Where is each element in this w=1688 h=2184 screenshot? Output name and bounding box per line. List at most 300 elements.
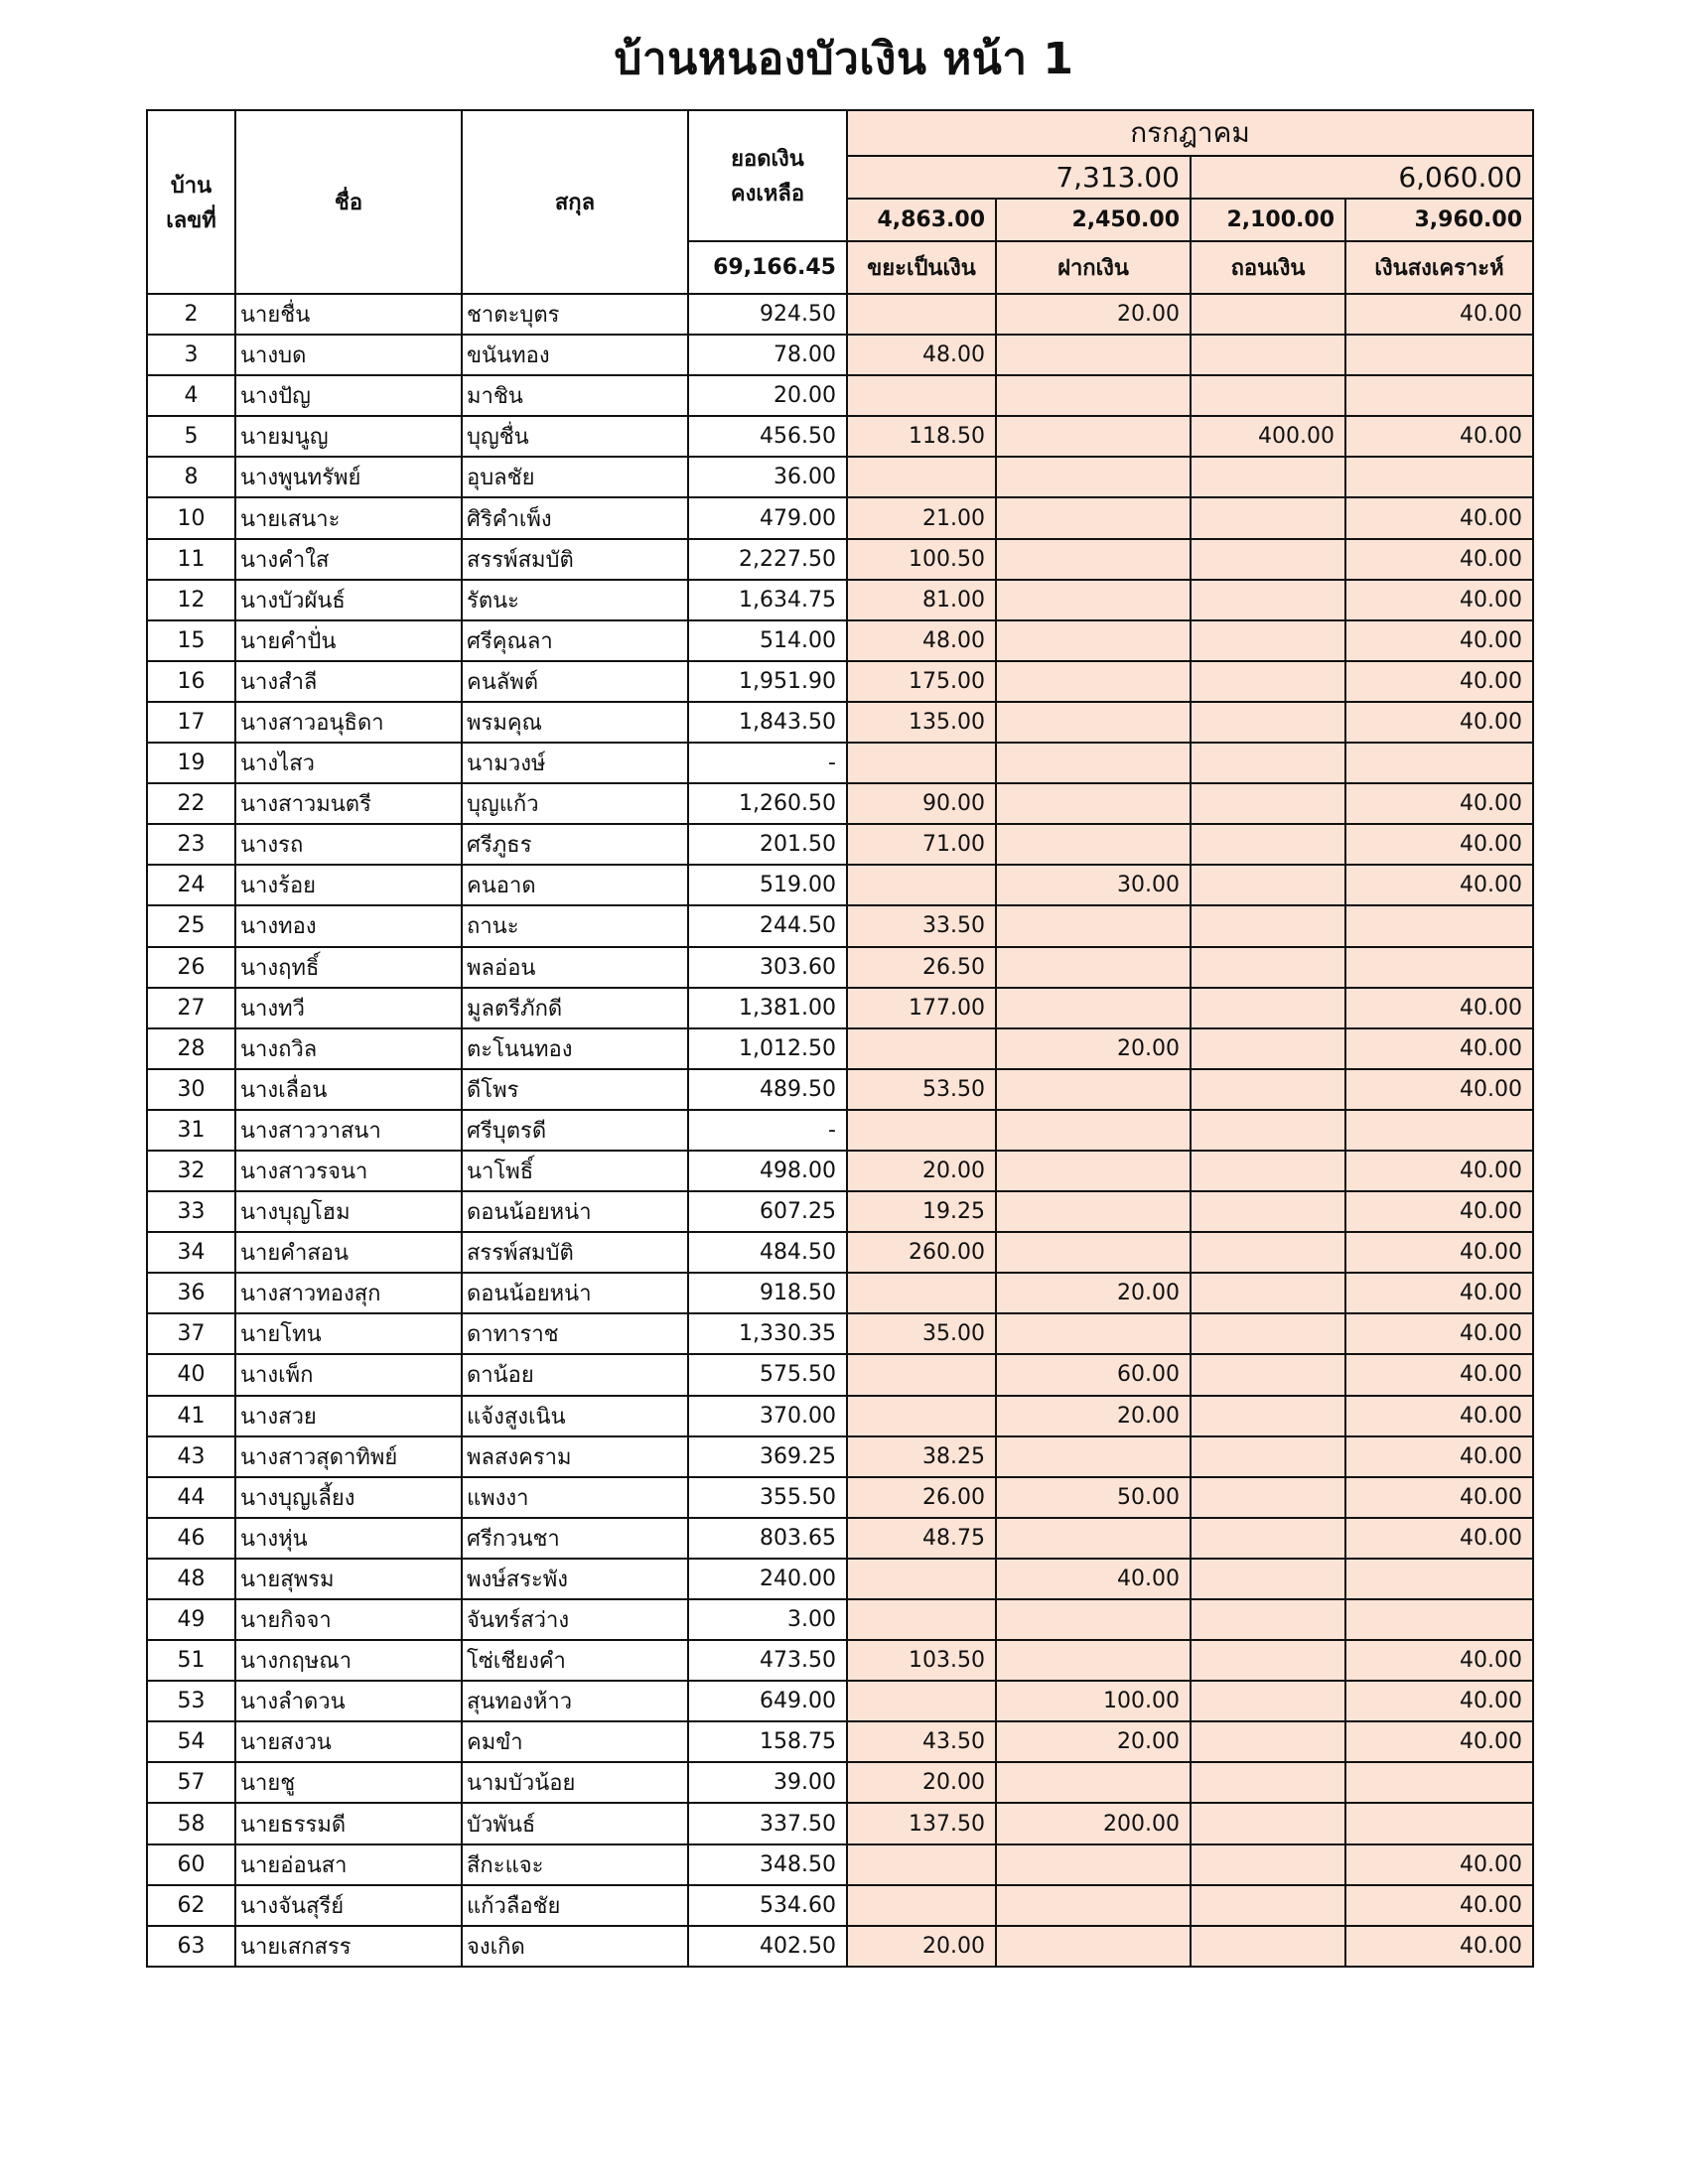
table-row xyxy=(147,988,1533,1028)
welfare-cell: 40.00 xyxy=(1345,1721,1533,1762)
balance-cell: 369.25 xyxy=(688,1436,847,1477)
house-no-cell: 19 xyxy=(147,743,235,783)
surname-cell: แพงงา xyxy=(462,1477,688,1518)
table-row xyxy=(147,1681,1533,1721)
header-house-no: บ้าน เลขที่ xyxy=(147,110,235,294)
withdraw-cell xyxy=(1191,1721,1345,1762)
deposit-cell: 20.00 xyxy=(996,1721,1191,1762)
waste-cell xyxy=(847,1110,996,1151)
house-no-cell: 60 xyxy=(147,1844,235,1885)
welfare-cell: 40.00 xyxy=(1345,1354,1533,1395)
balance-cell: 1,330.35 xyxy=(688,1313,847,1354)
header-balance: ยอดเงิน คงเหลือ xyxy=(688,110,847,241)
deposit-cell xyxy=(996,824,1191,865)
house-no-cell: 17 xyxy=(147,702,235,743)
table-row xyxy=(147,1926,1533,1967)
house-no-cell: 46 xyxy=(147,1518,235,1559)
table-row xyxy=(147,416,1533,457)
name-cell: นางบด xyxy=(235,335,462,375)
table-row xyxy=(147,947,1533,988)
waste-cell: 48.00 xyxy=(847,335,996,375)
welfare-cell: 40.00 xyxy=(1345,497,1533,538)
surname-cell: ศรีกวนชา xyxy=(462,1518,688,1559)
deposit-cell xyxy=(996,1110,1191,1151)
withdraw-cell xyxy=(1191,1313,1345,1354)
surname-cell: ศรีคุณลา xyxy=(462,620,688,661)
balance-cell: 240.00 xyxy=(688,1559,847,1599)
deposit-cell: 200.00 xyxy=(996,1803,1191,1843)
withdraw-cell xyxy=(1191,905,1345,946)
table-row xyxy=(147,1844,1533,1885)
deposit-cell xyxy=(996,661,1191,702)
deposit-cell xyxy=(996,743,1191,783)
deposit-cell xyxy=(996,783,1191,824)
house-no-cell: 32 xyxy=(147,1151,235,1191)
house-no-cell: 23 xyxy=(147,824,235,865)
waste-cell xyxy=(847,457,996,497)
name-cell: นางสวย xyxy=(235,1396,462,1436)
name-cell: นางหุ่น xyxy=(235,1518,462,1559)
header-group-total-2: 6,060.00 xyxy=(1191,156,1533,199)
house-no-cell: 36 xyxy=(147,1273,235,1313)
withdraw-cell xyxy=(1191,1518,1345,1559)
table-row xyxy=(147,1559,1533,1599)
surname-cell: มูลตรีภักดี xyxy=(462,988,688,1028)
balance-cell: 20.00 xyxy=(688,375,847,416)
withdraw-cell xyxy=(1191,824,1345,865)
welfare-cell: 40.00 xyxy=(1345,1844,1533,1885)
waste-cell: 175.00 xyxy=(847,661,996,702)
house-no-cell: 26 xyxy=(147,947,235,988)
withdraw-cell xyxy=(1191,1151,1345,1191)
waste-cell: 53.50 xyxy=(847,1069,996,1110)
balance-cell: 498.00 xyxy=(688,1151,847,1191)
balance-cell: 402.50 xyxy=(688,1926,847,1967)
surname-cell: สรรพ์สมบัติ xyxy=(462,1232,688,1273)
house-no-cell: 53 xyxy=(147,1681,235,1721)
waste-cell: 33.50 xyxy=(847,905,996,946)
header-waste: ขยะเป็นเงิน xyxy=(847,241,996,294)
waste-cell: 21.00 xyxy=(847,497,996,538)
table-row xyxy=(147,1028,1533,1069)
surname-cell: ศิริคำเพ็ง xyxy=(462,497,688,538)
waste-cell xyxy=(847,375,996,416)
name-cell: นายคำปั่น xyxy=(235,620,462,661)
balance-cell: 36.00 xyxy=(688,457,847,497)
house-no-cell: 58 xyxy=(147,1803,235,1843)
name-cell: นางคำใส xyxy=(235,539,462,580)
welfare-cell: 40.00 xyxy=(1345,1028,1533,1069)
welfare-cell: 40.00 xyxy=(1345,1640,1533,1681)
surname-cell: คนลัพต์ xyxy=(462,661,688,702)
name-cell: นางบุญโฮม xyxy=(235,1191,462,1232)
welfare-cell xyxy=(1345,743,1533,783)
name-cell: นางปัญ xyxy=(235,375,462,416)
welfare-cell xyxy=(1345,1110,1533,1151)
table-row xyxy=(147,1273,1533,1313)
welfare-cell: 40.00 xyxy=(1345,1232,1533,1273)
surname-cell: แจ้งสูงเนิน xyxy=(462,1396,688,1436)
header-surname: สกุล xyxy=(462,110,688,294)
waste-cell xyxy=(847,1028,996,1069)
ledger-table xyxy=(146,109,1534,1968)
surname-cell: บุญชื่น xyxy=(462,416,688,457)
surname-cell: พลสงคราม xyxy=(462,1436,688,1477)
welfare-cell xyxy=(1345,335,1533,375)
surname-cell: ขนันทอง xyxy=(462,335,688,375)
table-row xyxy=(147,702,1533,743)
surname-cell: อุบลชัย xyxy=(462,457,688,497)
withdraw-cell xyxy=(1191,539,1345,580)
withdraw-cell xyxy=(1191,457,1345,497)
welfare-cell: 40.00 xyxy=(1345,539,1533,580)
waste-cell: 71.00 xyxy=(847,824,996,865)
balance-cell: 78.00 xyxy=(688,335,847,375)
house-no-cell: 22 xyxy=(147,783,235,824)
deposit-cell xyxy=(996,1151,1191,1191)
deposit-cell xyxy=(996,1885,1191,1926)
welfare-cell: 40.00 xyxy=(1345,1436,1533,1477)
name-cell: นางกฤษณา xyxy=(235,1640,462,1681)
table-row xyxy=(147,1069,1533,1110)
house-no-cell: 15 xyxy=(147,620,235,661)
balance-cell: 348.50 xyxy=(688,1844,847,1885)
table-body xyxy=(147,294,1533,1967)
table-row xyxy=(147,661,1533,702)
surname-cell: ศรีบุตรดี xyxy=(462,1110,688,1151)
name-cell: นางสาวทองสุก xyxy=(235,1273,462,1313)
name-cell: นายเสกสรร xyxy=(235,1926,462,1967)
house-no-cell: 5 xyxy=(147,416,235,457)
balance-cell: 1,951.90 xyxy=(688,661,847,702)
waste-cell xyxy=(847,1559,996,1599)
welfare-cell: 40.00 xyxy=(1345,661,1533,702)
table-row xyxy=(147,539,1533,580)
header-waste-total: 4,863.00 xyxy=(847,199,996,241)
deposit-cell: 20.00 xyxy=(996,1028,1191,1069)
deposit-cell: 20.00 xyxy=(996,1396,1191,1436)
header-deposit: ฝากเงิน xyxy=(996,241,1191,294)
house-no-cell: 10 xyxy=(147,497,235,538)
balance-cell: 534.60 xyxy=(688,1885,847,1926)
welfare-cell: 40.00 xyxy=(1345,783,1533,824)
name-cell: นางสาวมนตรี xyxy=(235,783,462,824)
header-month: กรกฎาคม xyxy=(847,110,1533,156)
withdraw-cell xyxy=(1191,743,1345,783)
welfare-cell: 40.00 xyxy=(1345,1191,1533,1232)
welfare-cell: 40.00 xyxy=(1345,294,1533,335)
surname-cell: คนอาด xyxy=(462,865,688,905)
withdraw-cell xyxy=(1191,1273,1345,1313)
deposit-cell xyxy=(996,702,1191,743)
name-cell: นายสงวน xyxy=(235,1721,462,1762)
withdraw-cell xyxy=(1191,702,1345,743)
withdraw-cell xyxy=(1191,1599,1345,1640)
withdraw-cell xyxy=(1191,1069,1345,1110)
waste-cell: 100.50 xyxy=(847,539,996,580)
deposit-cell xyxy=(996,1232,1191,1273)
table-row xyxy=(147,824,1533,865)
name-cell: นางสาวสุดาทิพย์ xyxy=(235,1436,462,1477)
withdraw-cell xyxy=(1191,1640,1345,1681)
name-cell: นางพูนทรัพย์ xyxy=(235,457,462,497)
waste-cell: 118.50 xyxy=(847,416,996,457)
waste-cell: 35.00 xyxy=(847,1313,996,1354)
house-no-cell: 40 xyxy=(147,1354,235,1395)
table-row xyxy=(147,905,1533,946)
header-welfare-total: 3,960.00 xyxy=(1345,199,1533,241)
deposit-cell xyxy=(996,1599,1191,1640)
surname-cell: พลอ่อน xyxy=(462,947,688,988)
welfare-cell xyxy=(1345,1762,1533,1803)
waste-cell: 26.00 xyxy=(847,1477,996,1518)
welfare-cell xyxy=(1345,1599,1533,1640)
balance-cell: 575.50 xyxy=(688,1354,847,1395)
welfare-cell: 40.00 xyxy=(1345,1681,1533,1721)
table-row xyxy=(147,457,1533,497)
table-row xyxy=(147,1191,1533,1232)
house-no-cell: 4 xyxy=(147,375,235,416)
waste-cell: 20.00 xyxy=(847,1151,996,1191)
house-no-cell: 25 xyxy=(147,905,235,946)
surname-cell: นามบัวน้อย xyxy=(462,1762,688,1803)
name-cell: นางเพ็ก xyxy=(235,1354,462,1395)
waste-cell: 19.25 xyxy=(847,1191,996,1232)
name-cell: นางสำลี xyxy=(235,661,462,702)
house-no-cell: 57 xyxy=(147,1762,235,1803)
waste-cell xyxy=(847,1599,996,1640)
house-no-cell: 34 xyxy=(147,1232,235,1273)
house-no-cell: 31 xyxy=(147,1110,235,1151)
balance-cell: 803.65 xyxy=(688,1518,847,1559)
name-cell: นางร้อย xyxy=(235,865,462,905)
name-cell: นายมนูญ xyxy=(235,416,462,457)
surname-cell: สุนทองห้าว xyxy=(462,1681,688,1721)
balance-cell: 489.50 xyxy=(688,1069,847,1110)
surname-cell: นามวงษ์ xyxy=(462,743,688,783)
withdraw-cell xyxy=(1191,1926,1345,1967)
deposit-cell: 30.00 xyxy=(996,865,1191,905)
withdraw-cell xyxy=(1191,1436,1345,1477)
house-no-cell: 51 xyxy=(147,1640,235,1681)
withdraw-cell xyxy=(1191,1396,1345,1436)
withdraw-cell xyxy=(1191,947,1345,988)
deposit-cell xyxy=(996,1640,1191,1681)
house-no-cell: 49 xyxy=(147,1599,235,1640)
table-row xyxy=(147,294,1533,335)
waste-cell: 90.00 xyxy=(847,783,996,824)
deposit-cell: 100.00 xyxy=(996,1681,1191,1721)
withdraw-cell xyxy=(1191,375,1345,416)
balance-cell: 649.00 xyxy=(688,1681,847,1721)
house-no-cell: 28 xyxy=(147,1028,235,1069)
deposit-cell xyxy=(996,375,1191,416)
name-cell: นายชื่น xyxy=(235,294,462,335)
welfare-cell: 40.00 xyxy=(1345,1518,1533,1559)
house-no-cell: 43 xyxy=(147,1436,235,1477)
balance-cell: 514.00 xyxy=(688,620,847,661)
table-row xyxy=(147,1396,1533,1436)
surname-cell: พงษ์สระพัง xyxy=(462,1559,688,1599)
withdraw-cell xyxy=(1191,1477,1345,1518)
surname-cell: ดาทาราช xyxy=(462,1313,688,1354)
surname-cell: สรรพ์สมบัติ xyxy=(462,539,688,580)
surname-cell: มาชิน xyxy=(462,375,688,416)
table-row xyxy=(147,1518,1533,1559)
name-cell: นายโทน xyxy=(235,1313,462,1354)
table-row xyxy=(147,497,1533,538)
table-row xyxy=(147,1721,1533,1762)
withdraw-cell xyxy=(1191,783,1345,824)
welfare-cell: 40.00 xyxy=(1345,1926,1533,1967)
withdraw-cell xyxy=(1191,620,1345,661)
welfare-cell: 40.00 xyxy=(1345,1313,1533,1354)
house-no-cell: 12 xyxy=(147,580,235,620)
table-row xyxy=(147,1354,1533,1395)
surname-cell: รัตนะ xyxy=(462,580,688,620)
welfare-cell: 40.00 xyxy=(1345,702,1533,743)
deposit-cell: 40.00 xyxy=(996,1559,1191,1599)
welfare-cell: 40.00 xyxy=(1345,1273,1533,1313)
withdraw-cell xyxy=(1191,1803,1345,1843)
house-no-cell: 37 xyxy=(147,1313,235,1354)
welfare-cell: 40.00 xyxy=(1345,1069,1533,1110)
waste-cell: 260.00 xyxy=(847,1232,996,1273)
welfare-cell xyxy=(1345,947,1533,988)
name-cell: นางสาวอนุธิดา xyxy=(235,702,462,743)
house-no-cell: 30 xyxy=(147,1069,235,1110)
name-cell: นายอ่อนสา xyxy=(235,1844,462,1885)
balance-cell: 473.50 xyxy=(688,1640,847,1681)
deposit-cell: 50.00 xyxy=(996,1477,1191,1518)
deposit-cell xyxy=(996,1069,1191,1110)
house-no-cell: 33 xyxy=(147,1191,235,1232)
table-header xyxy=(147,110,1533,294)
waste-cell xyxy=(847,1844,996,1885)
table-row xyxy=(147,375,1533,416)
deposit-cell xyxy=(996,1844,1191,1885)
waste-cell xyxy=(847,1354,996,1395)
balance-cell: 158.75 xyxy=(688,1721,847,1762)
table-row xyxy=(147,1599,1533,1640)
withdraw-cell xyxy=(1191,1028,1345,1069)
welfare-cell: 40.00 xyxy=(1345,865,1533,905)
deposit-cell xyxy=(996,1436,1191,1477)
welfare-cell: 40.00 xyxy=(1345,1477,1533,1518)
table-row xyxy=(147,580,1533,620)
balance-cell: 337.50 xyxy=(688,1803,847,1843)
deposit-cell xyxy=(996,1191,1191,1232)
table-row xyxy=(147,335,1533,375)
welfare-cell: 40.00 xyxy=(1345,416,1533,457)
waste-cell: 135.00 xyxy=(847,702,996,743)
deposit-cell xyxy=(996,580,1191,620)
waste-cell: 43.50 xyxy=(847,1721,996,1762)
waste-cell: 38.25 xyxy=(847,1436,996,1477)
surname-cell: จันทร์สว่าง xyxy=(462,1599,688,1640)
welfare-cell xyxy=(1345,1559,1533,1599)
surname-cell: ดอนน้อยหน่า xyxy=(462,1273,688,1313)
balance-cell: 1,381.00 xyxy=(688,988,847,1028)
deposit-cell xyxy=(996,335,1191,375)
balance-cell: 607.25 xyxy=(688,1191,847,1232)
balance-cell: 1,634.75 xyxy=(688,580,847,620)
table-row xyxy=(147,1110,1533,1151)
welfare-cell xyxy=(1345,905,1533,946)
balance-cell: 201.50 xyxy=(688,824,847,865)
surname-cell: สีกะแจะ xyxy=(462,1844,688,1885)
waste-cell: 137.50 xyxy=(847,1803,996,1843)
waste-cell xyxy=(847,1273,996,1313)
house-no-cell: 24 xyxy=(147,865,235,905)
welfare-cell: 40.00 xyxy=(1345,988,1533,1028)
name-cell: นางลำดวน xyxy=(235,1681,462,1721)
deposit-cell xyxy=(996,497,1191,538)
balance-cell: 484.50 xyxy=(688,1232,847,1273)
house-no-cell: 16 xyxy=(147,661,235,702)
deposit-cell xyxy=(996,416,1191,457)
balance-cell: 303.60 xyxy=(688,947,847,988)
table-row xyxy=(147,865,1533,905)
house-no-cell: 54 xyxy=(147,1721,235,1762)
withdraw-cell xyxy=(1191,1559,1345,1599)
waste-cell xyxy=(847,294,996,335)
surname-cell: คมขำ xyxy=(462,1721,688,1762)
name-cell: นางบุญเลี้ยง xyxy=(235,1477,462,1518)
balance-cell: 1,260.50 xyxy=(688,783,847,824)
table-row xyxy=(147,1640,1533,1681)
header-withdraw-total: 2,100.00 xyxy=(1191,199,1345,241)
surname-cell: บุญแก้ว xyxy=(462,783,688,824)
balance-cell: 2,227.50 xyxy=(688,539,847,580)
surname-cell: ดอนน้อยหน่า xyxy=(462,1191,688,1232)
waste-cell: 20.00 xyxy=(847,1926,996,1967)
welfare-cell: 40.00 xyxy=(1345,580,1533,620)
waste-cell: 48.00 xyxy=(847,620,996,661)
withdraw-cell xyxy=(1191,1885,1345,1926)
table-row xyxy=(147,1232,1533,1273)
surname-cell: จงเกิด xyxy=(462,1926,688,1967)
withdraw-cell xyxy=(1191,1191,1345,1232)
welfare-cell: 40.00 xyxy=(1345,1885,1533,1926)
table-row xyxy=(147,1477,1533,1518)
header-deposit-total: 2,450.00 xyxy=(996,199,1191,241)
withdraw-cell xyxy=(1191,865,1345,905)
deposit-cell: 20.00 xyxy=(996,1273,1191,1313)
welfare-cell: 40.00 xyxy=(1345,620,1533,661)
table-row xyxy=(147,1803,1533,1843)
welfare-cell xyxy=(1345,457,1533,497)
balance-cell: 370.00 xyxy=(688,1396,847,1436)
welfare-cell: 40.00 xyxy=(1345,1396,1533,1436)
name-cell: นายชู xyxy=(235,1762,462,1803)
deposit-cell xyxy=(996,988,1191,1028)
balance-cell: 519.00 xyxy=(688,865,847,905)
welfare-cell xyxy=(1345,1803,1533,1843)
surname-cell: นาโพธิ์ xyxy=(462,1151,688,1191)
waste-cell xyxy=(847,743,996,783)
balance-cell: 1,012.50 xyxy=(688,1028,847,1069)
balance-cell: - xyxy=(688,1110,847,1151)
table-row xyxy=(147,1436,1533,1477)
name-cell: นางถวิล xyxy=(235,1028,462,1069)
page-title: บ้านหนองบัวเงิน หน้า 1 xyxy=(614,34,1074,84)
waste-cell xyxy=(847,1681,996,1721)
withdraw-cell xyxy=(1191,1844,1345,1885)
house-no-cell: 11 xyxy=(147,539,235,580)
balance-cell: - xyxy=(688,743,847,783)
deposit-cell: 60.00 xyxy=(996,1354,1191,1395)
